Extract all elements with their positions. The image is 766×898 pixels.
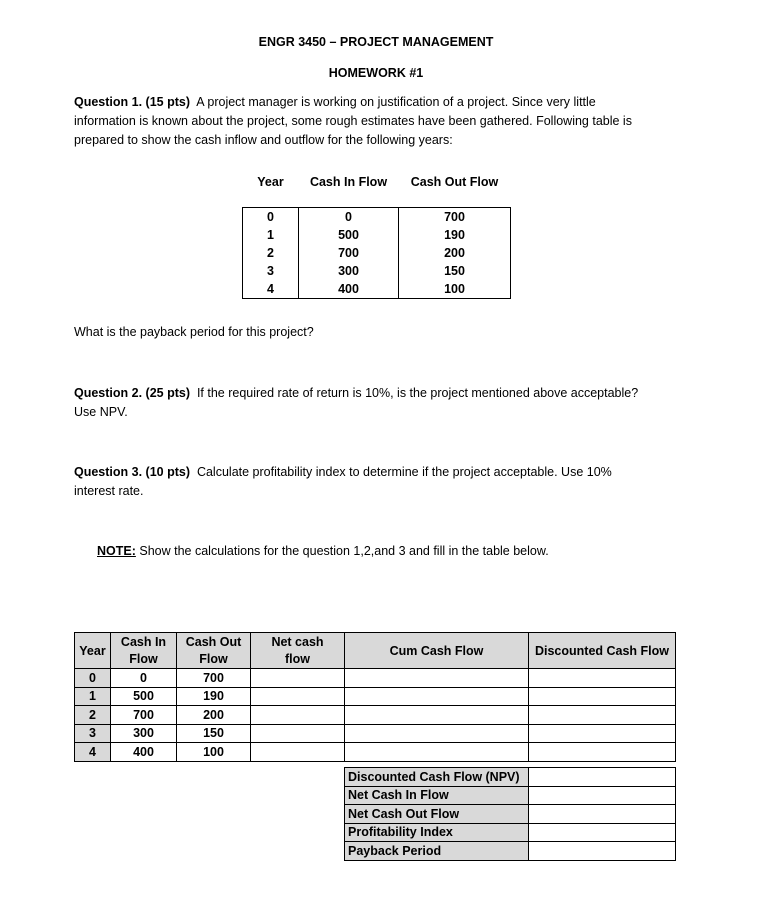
cum-cash-cell[interactable] — [345, 706, 529, 725]
question-3-text-line1: Calculate profitability index to determine if the project acceptable. Use 10% — [196, 465, 612, 479]
summary-row — [345, 786, 676, 805]
question-2-label: Question 2. (25 pts) — [74, 386, 190, 400]
summary-label-npv: Discounted Cash Flow (NPV) — [345, 768, 529, 787]
course-title: ENGR 3450 – PROJECT MANAGEMENT — [258, 35, 494, 49]
discounted-cash-cell[interactable] — [529, 687, 676, 706]
discounted-cash-cell[interactable] — [529, 669, 676, 688]
summary-label-payback: Payback Period — [345, 842, 529, 861]
net-cash-cell[interactable] — [251, 724, 345, 743]
question-2 — [74, 384, 694, 422]
table-row: 1 500 190 — [75, 687, 676, 706]
table2-header-discounted: Discounted Cash Flow — [529, 633, 676, 669]
question-2-text-line2: Use NPV. — [74, 405, 128, 419]
table-row: 0 0 700 — [243, 208, 511, 227]
homework-title: HOMEWORK #1 — [328, 66, 424, 80]
discounted-cash-cell[interactable] — [529, 706, 676, 725]
question-3-label: Question 3. (10 pts) — [74, 465, 190, 479]
net-cash-cell[interactable] — [251, 669, 345, 688]
cum-cash-cell[interactable] — [345, 743, 529, 762]
note-text: Show the calculations for the question 1,2,and 3 and fill in the table below. — [139, 544, 549, 558]
question-1-text-line2: information is known about the project, some rough estimates have been gathered. Following table is — [74, 114, 632, 128]
table1-header-year: Year — [257, 175, 284, 189]
question-3-text-line2: interest rate. — [74, 484, 144, 498]
table2-header-net-cash-2: flow — [251, 651, 345, 669]
question-1-text-line3: prepared to show the cash inflow and outflow for the following years: — [74, 133, 453, 147]
net-cash-cell[interactable] — [251, 687, 345, 706]
summary-value-npv[interactable] — [529, 768, 676, 787]
summary-row — [345, 805, 676, 824]
question-1-label: Question 1. (15 pts) — [74, 95, 190, 109]
summary-value-payback[interactable] — [529, 842, 676, 861]
summary-value-cash-in[interactable] — [529, 786, 676, 805]
question-1 — [74, 93, 684, 150]
summary-value-pi[interactable] — [529, 823, 676, 842]
table-row: 0 0 700 — [75, 669, 676, 688]
note-label: NOTE: — [97, 544, 136, 558]
table-row: 3 300 150 — [243, 262, 511, 280]
cum-cash-cell[interactable] — [345, 687, 529, 706]
question-3 — [74, 463, 694, 501]
cum-cash-cell[interactable] — [345, 724, 529, 743]
summary-value-cash-out[interactable] — [529, 805, 676, 824]
cash-flow-table — [242, 165, 511, 299]
summary-label-cash-in: Net Cash In Flow — [345, 786, 529, 805]
table2-header-cum-cash: Cum Cash Flow — [345, 633, 529, 669]
table-row: 4 400 100 — [243, 280, 511, 299]
table-row: 3 300 150 — [75, 724, 676, 743]
summary-label-pi: Profitability Index — [345, 823, 529, 842]
net-cash-cell[interactable] — [251, 706, 345, 725]
summary-label-cash-out: Net Cash Out Flow — [345, 805, 529, 824]
table-row: 2 700 200 — [75, 706, 676, 725]
table1-header-cash-in: Cash In Flow — [309, 175, 388, 189]
table1-header-cash-out: Cash Out Flow — [410, 175, 499, 189]
table-row: 1 500 190 — [243, 226, 511, 244]
summary-table — [344, 767, 676, 861]
net-cash-cell[interactable] — [251, 743, 345, 762]
table2-header-cash-out: Cash Out — [177, 633, 251, 651]
note — [97, 544, 549, 558]
summary-row — [345, 842, 676, 861]
question-2-text-line1: If the required rate of return is 10%, is the project mentioned above acceptable? — [196, 386, 639, 400]
table-row: 2 700 200 — [243, 244, 511, 262]
discounted-cash-cell[interactable] — [529, 743, 676, 762]
discounted-cash-cell[interactable] — [529, 724, 676, 743]
table2-header-cash-in-2: Flow — [111, 651, 177, 669]
cum-cash-cell[interactable] — [345, 669, 529, 688]
table2-header-cash-out-2: Flow — [177, 651, 251, 669]
payback-question: What is the payback period for this project? — [74, 325, 314, 339]
table2-header-net-cash: Net cash — [251, 633, 345, 651]
table2-header-cash-in: Cash In — [111, 633, 177, 651]
table-row: 4 400 100 — [75, 743, 676, 762]
question-1-text-line1: A project manager is working on justification of a project. Since very little — [196, 95, 596, 109]
summary-row — [345, 768, 676, 787]
calculation-table — [74, 632, 676, 762]
summary-row — [345, 823, 676, 842]
table2-header-year: Year — [75, 633, 111, 669]
